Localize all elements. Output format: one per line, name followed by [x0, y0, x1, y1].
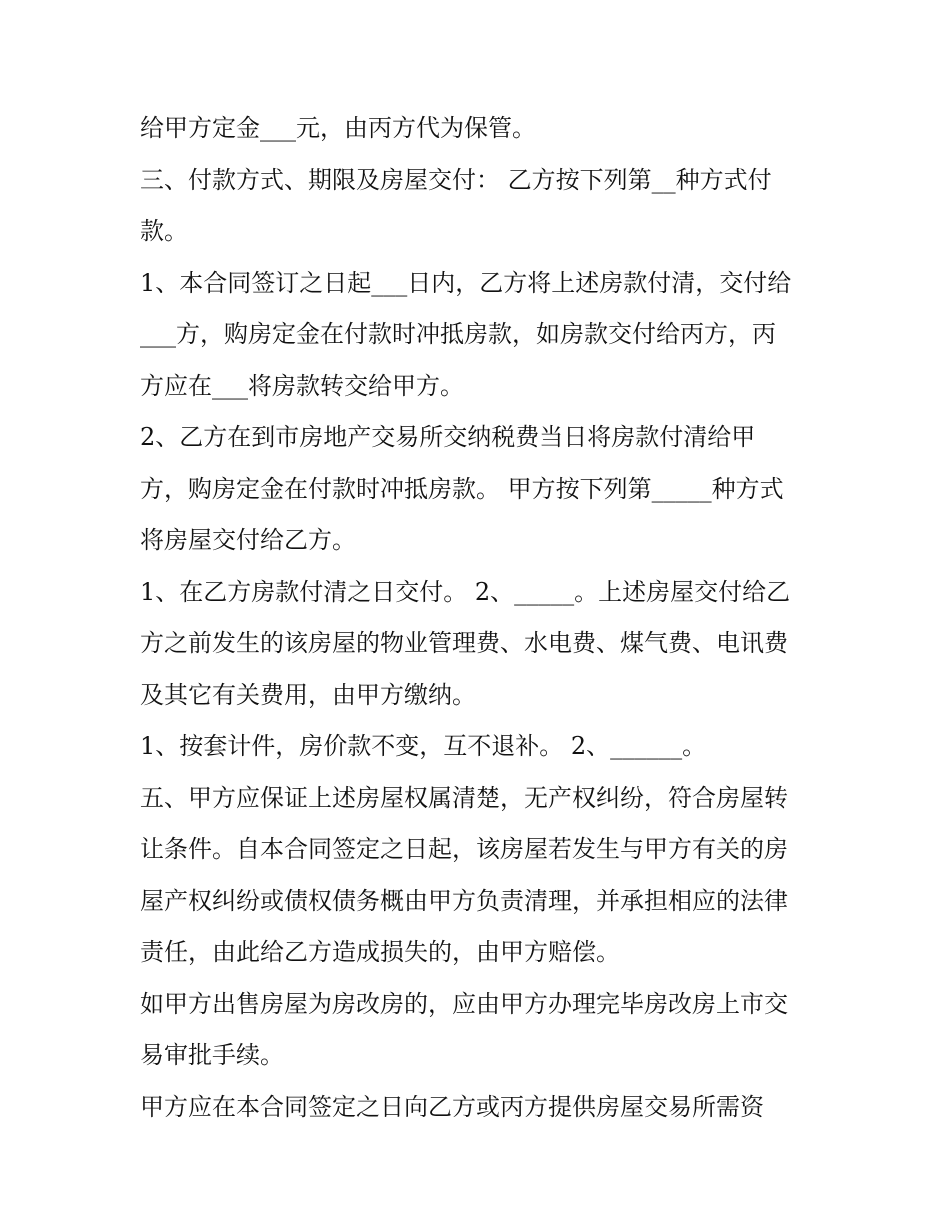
text-line: 屋产权纠纷或债权债务概由甲方负责清理，并承担相应的法律 — [140, 886, 788, 915]
text-line: 方，购房定金在付款时冲抵房款。 甲方按下列第_____种方式 — [140, 474, 784, 503]
text-line: 五、甲方应保证上述房屋权属清楚，无产权纠纷，符合房屋转 — [140, 783, 788, 812]
text-line: 甲方应在本合同签定之日向乙方或丙方提供房屋交易所需资 — [140, 1092, 764, 1121]
text-line: 方之前发生的该房屋的物业管理费、水电费、煤气费、电讯费 — [140, 629, 788, 657]
text-line: 给甲方定金___元，由丙方代为保管。 — [140, 114, 536, 142]
document-body — [140, 103, 830, 1133]
text-line: 1、在乙方房款付清之日交付。 2、_____。上述房屋交付给乙 — [140, 577, 791, 606]
text-line: 1、按套计件，房价款不变，互不退补。 2、______。 — [140, 732, 707, 760]
text-line: ___方，购房定金在付款时冲抵房款，如房款交付给丙方，丙 — [140, 320, 776, 348]
text-line: 三、付款方式、期限及房屋交付： 乙方按下列第__种方式付 — [140, 165, 772, 194]
text-line: 2、乙方在到市房地产交易所交纳税费当日将房款付清给甲 — [140, 423, 756, 451]
text-line: 款。 — [140, 217, 188, 245]
text-line: 1、本合同签订之日起___日内，乙方将上述房款付清，交付给 — [140, 268, 792, 297]
text-line: 将房屋交付给乙方。 — [140, 526, 356, 554]
text-line: 如甲方出售房屋为房改房的，应由甲方办理完毕房改房上市交 — [140, 989, 788, 1018]
text-line: 让条件。自本合同签定之日起，该房屋若发生与甲方有关的房 — [140, 835, 788, 863]
text-line: 方应在___将房款转交给甲方。 — [140, 371, 464, 400]
text-line: 及其它有关费用，由甲方缴纳。 — [140, 680, 476, 709]
text-line: 责任，由此给乙方造成损失的，由甲方赔偿。 — [140, 938, 620, 966]
text-line: 易审批手续。 — [140, 1041, 284, 1069]
